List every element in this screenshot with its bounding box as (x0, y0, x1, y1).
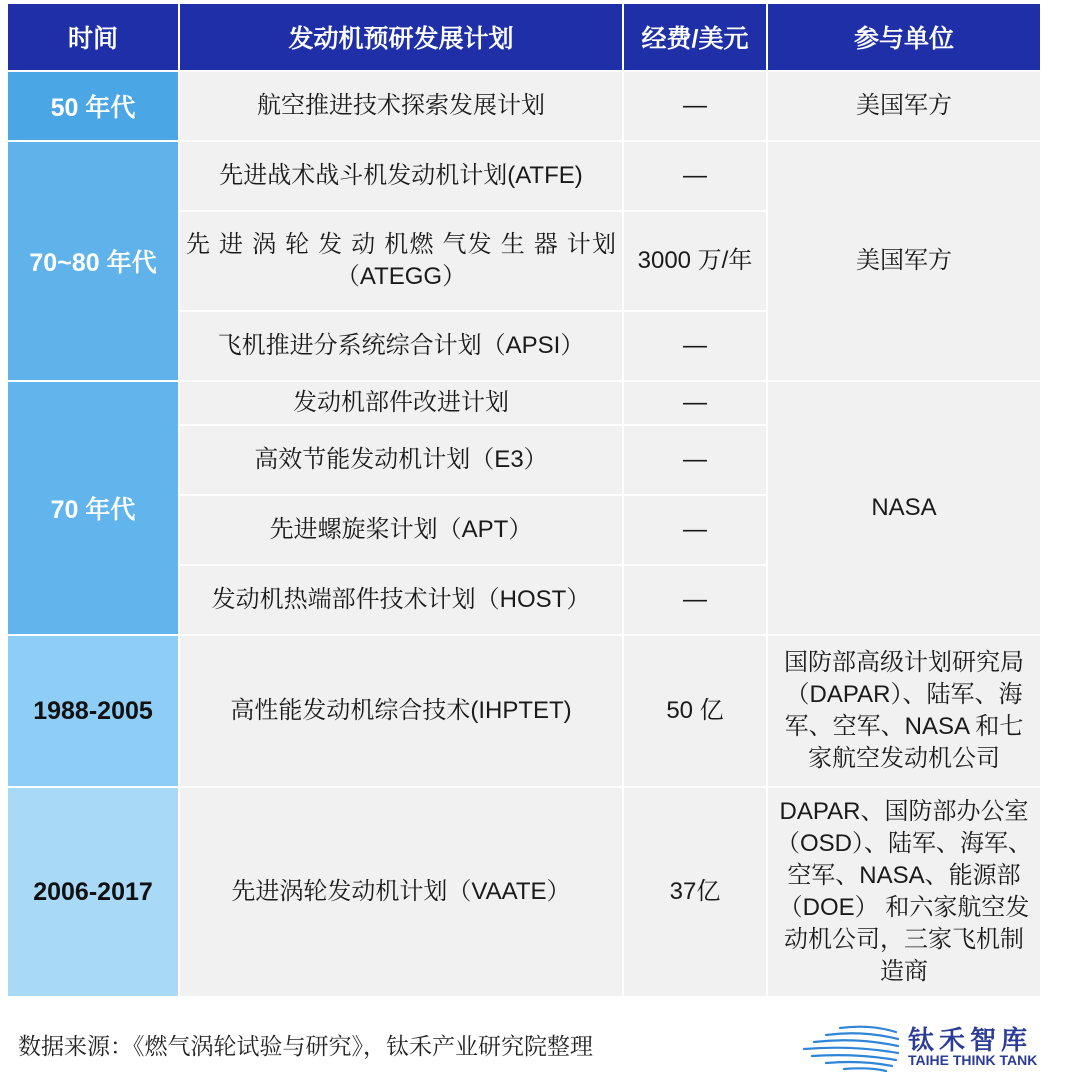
era-cell: 70 年代 (8, 382, 178, 634)
table-row (8, 636, 1040, 786)
plan-cell (180, 212, 622, 310)
cost-cell: 3000 万/年 (624, 212, 766, 310)
org-cell: 美国军方 (768, 72, 1040, 140)
header-time: 时间 (8, 4, 178, 70)
plan-cell: 高性能发动机综合技术(IHPTET) (180, 636, 622, 786)
plan-cell: 发动机部件改进计划 (180, 382, 622, 424)
table-row (8, 382, 1040, 424)
speed-lines-icon (800, 1022, 900, 1072)
cost-cell: — (624, 312, 766, 380)
org-cell: 国防部高级计划研究局（DAPAR）、陆军、海军、空军、NASA 和七家航空发动机公司 (768, 636, 1040, 786)
table-row (8, 142, 1040, 210)
header-org: 参与单位 (768, 4, 1040, 70)
plan-cell: 高效节能发动机计划（E3） (180, 426, 622, 494)
logo-text-en: TAIHE THINK TANK (908, 1052, 1038, 1068)
cost-cell: — (624, 566, 766, 634)
engine-plan-table (6, 2, 1042, 998)
cost-cell: — (624, 382, 766, 424)
era-cell: 50 年代 (8, 72, 178, 140)
era-cell: 1988-2005 (8, 636, 178, 786)
plan-cell: 先进螺旋桨计划（APT） (180, 496, 622, 564)
plan-cell: 航空推进技术探索发展计划 (180, 72, 622, 140)
table-row (8, 72, 1040, 140)
plan-cell: 飞机推进分系统综合计划（APSI） (180, 312, 622, 380)
cost-cell: — (624, 142, 766, 210)
cost-cell: 50 亿 (624, 636, 766, 786)
header-plan: 发动机预研发展计划 (180, 4, 622, 70)
cost-cell: — (624, 496, 766, 564)
table-row (8, 788, 1040, 996)
plan-cell: 先进战术战斗机发动机计划(ATFE) (180, 142, 622, 210)
cost-cell: — (624, 72, 766, 140)
plan-cell: 先进涡轮发动机计划（VAATE） (180, 788, 622, 996)
org-cell: NASA (768, 382, 1040, 634)
org-cell: DAPAR、国防部办公室（OSD）、陆军、海军、空军、NASA、能源部（DOE） 和六家航空发动机公司，三家飞机制造商 (768, 788, 1040, 996)
data-source-note: 数据来源：《燃气涡轮试验与研究》，钛禾产业研究院整理 (18, 1033, 593, 1059)
taihe-logo (800, 1018, 1060, 1078)
cost-cell: 37亿 (624, 788, 766, 996)
era-cell: 2006-2017 (8, 788, 178, 996)
era-cell: 70~80 年代 (8, 142, 178, 380)
org-cell: 美国军方 (768, 142, 1040, 380)
plan-line: （ATEGG） (335, 263, 467, 290)
plan-line: 先 进 涡 轮 发 动 机燃 气发 生 器 计划 (186, 231, 616, 258)
logo-text-cn: 钛禾智库 (908, 1025, 1033, 1055)
header-cost: 经费/美元 (624, 4, 766, 70)
plan-cell: 发动机热端部件技术计划（HOST） (180, 566, 622, 634)
cost-cell: — (624, 426, 766, 494)
table-header-row (8, 4, 1040, 70)
